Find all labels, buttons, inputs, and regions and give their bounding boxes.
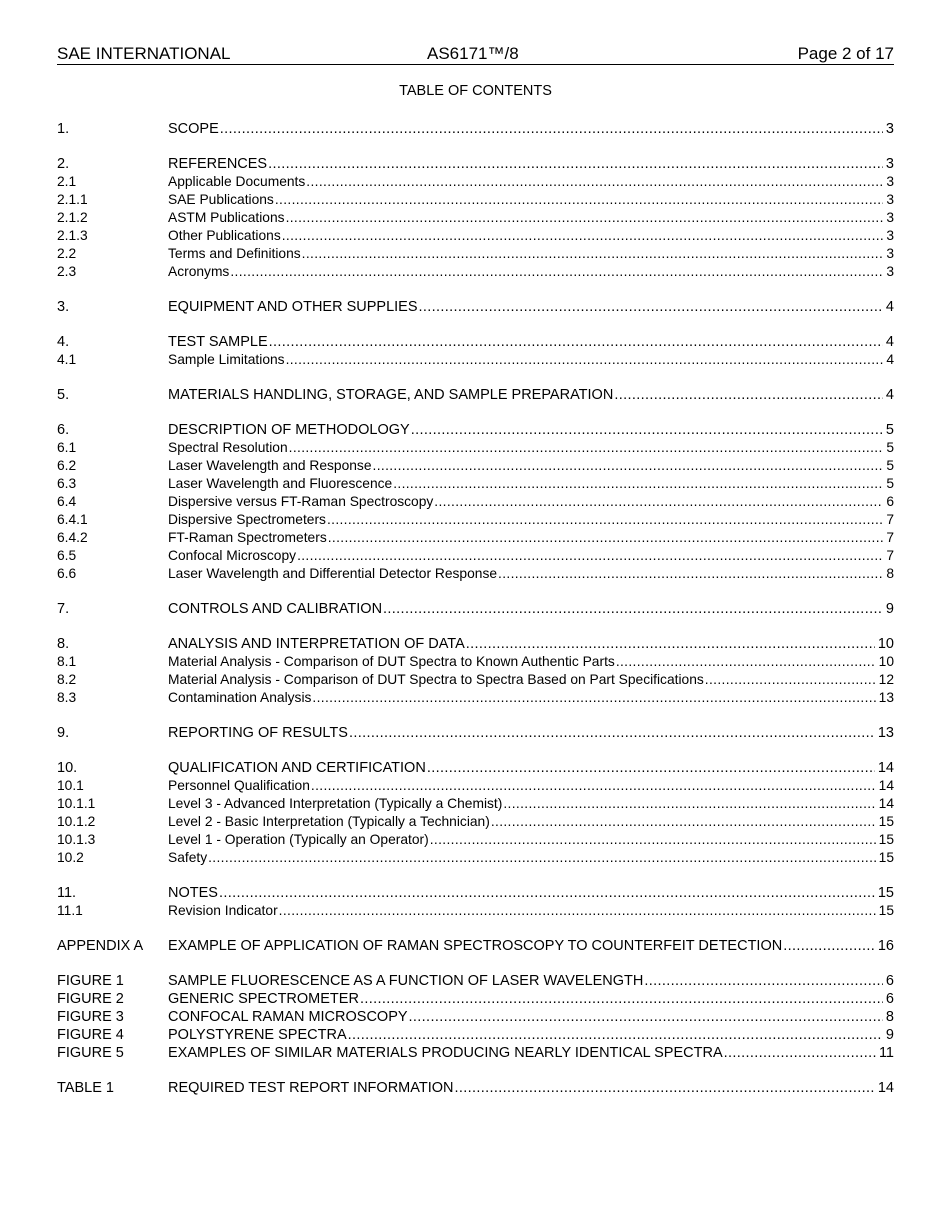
toc-entry-line (168, 475, 894, 493)
dot-leader (279, 902, 876, 920)
toc-entry-line (168, 263, 894, 281)
toc-entry[interactable] (57, 689, 894, 707)
toc-entry-title: EXAMPLES OF SIMILAR MATERIALS PRODUCING NEARLY IDENTICAL SPECTRA (168, 1045, 723, 1061)
toc-entry[interactable] (57, 227, 894, 245)
toc-entry-number: 11. (57, 885, 77, 901)
dot-leader (427, 759, 875, 777)
toc-entry[interactable] (57, 635, 894, 653)
toc-entry-number: 10.2 (57, 850, 84, 865)
dot-leader (373, 457, 884, 475)
toc-entry-line (168, 813, 894, 831)
dot-leader (644, 972, 883, 990)
toc-entry-title: Personnel Qualification (168, 778, 310, 793)
toc-entry-title: Laser Wavelength and Differential Detector Response (168, 566, 498, 581)
toc-entry[interactable] (57, 937, 894, 955)
toc-entry-line (168, 1079, 894, 1097)
toc-entry-title: CONTROLS AND CALIBRATION (168, 601, 383, 617)
dot-leader (286, 209, 884, 227)
toc-entry[interactable] (57, 529, 894, 547)
toc-entry[interactable] (57, 457, 894, 475)
toc-entry-number: 10.1.1 (57, 796, 96, 811)
toc-entry-page: 4 (885, 334, 894, 350)
toc-entry-title: Safety (168, 850, 208, 865)
toc-entry-number: 4.1 (57, 352, 77, 367)
toc-entry-line (168, 831, 894, 849)
toc-entry-line (168, 529, 894, 547)
toc-entry-page: 7 (886, 512, 894, 527)
toc-entry-number: 6.4.2 (57, 530, 88, 545)
dot-leader (328, 529, 884, 547)
toc-entry[interactable] (57, 493, 894, 511)
table-of-contents (57, 120, 894, 1097)
toc-entry-page: 4 (885, 299, 894, 315)
toc-entry[interactable] (57, 1008, 894, 1026)
dot-leader (306, 173, 883, 191)
toc-entry[interactable] (57, 475, 894, 493)
toc-entry-title: NOTES (168, 885, 218, 901)
toc-entry-number: 10. (57, 760, 78, 776)
toc-entry-page: 3 (886, 210, 894, 225)
toc-entry-line (168, 653, 894, 671)
toc-entry-number: 8.3 (57, 690, 77, 705)
toc-entry[interactable] (57, 439, 894, 457)
dot-leader (466, 635, 875, 653)
toc-entry[interactable] (57, 831, 894, 849)
toc-entry-page: 12 (878, 672, 894, 687)
toc-entry-number: FIGURE 4 (57, 1027, 124, 1043)
toc-entry-title: Level 3 - Advanced Interpretation (Typically a Chemist) (168, 796, 503, 811)
dot-leader (219, 884, 875, 902)
toc-entry-page: 10 (877, 636, 894, 652)
toc-entry-line (168, 972, 894, 990)
toc-entry-number: 7. (57, 601, 70, 617)
toc-entry-title: Material Analysis - Comparison of DUT Spectra to Known Authentic Parts (168, 654, 615, 669)
toc-entry-page: 3 (886, 246, 894, 261)
toc-entry-line (168, 635, 894, 653)
toc-entry-number: APPENDIX A (57, 938, 144, 954)
toc-entry-line (168, 120, 894, 138)
toc-entry-number: 5. (57, 387, 70, 403)
toc-entry-page: 3 (885, 156, 894, 172)
toc-entry-title: Terms and Definitions (168, 246, 301, 261)
toc-entry-page: 15 (878, 903, 894, 918)
toc-entry[interactable] (57, 263, 894, 281)
toc-entry-number: 10.1.3 (57, 832, 96, 847)
toc-entry-page: 7 (886, 548, 894, 563)
toc-entry-title: SAE Publications (168, 192, 274, 207)
toc-entry-line (168, 671, 894, 689)
toc-entry-title: ASTM Publications (168, 210, 285, 225)
toc-entry-line (168, 386, 894, 404)
toc-entry-page: 14 (878, 796, 894, 811)
toc-entry[interactable] (57, 245, 894, 263)
toc-entry-page: 9 (885, 1027, 894, 1043)
dot-leader (411, 421, 883, 439)
toc-entry-line (168, 298, 894, 316)
toc-entry[interactable] (57, 351, 894, 369)
toc-entry-number: 2.1.1 (57, 192, 88, 207)
toc-entry[interactable] (57, 421, 894, 439)
toc-entry-line (168, 457, 894, 475)
toc-entry-page: 3 (886, 192, 894, 207)
toc-entry-page: 10 (878, 654, 894, 669)
dot-leader (275, 191, 883, 209)
toc-entry-title: Other Publications (168, 228, 281, 243)
toc-entry-title: CONFOCAL RAMAN MICROSCOPY (168, 1009, 408, 1025)
toc-entry-number: 6.6 (57, 566, 77, 581)
toc-entry[interactable] (57, 120, 894, 138)
toc-entry-page: 4 (886, 352, 894, 367)
toc-entry-number: 4. (57, 334, 70, 350)
dot-leader (349, 724, 875, 742)
toc-entry[interactable] (57, 795, 894, 813)
header-page-number: Page 2 of 17 (797, 44, 894, 63)
toc-entry-line (168, 689, 894, 707)
toc-entry-line (168, 421, 894, 439)
toc-entry-line (168, 209, 894, 227)
toc-entry-title: Dispersive versus FT-Raman Spectroscopy (168, 494, 434, 509)
toc-entry[interactable] (57, 1026, 894, 1044)
toc-entry-number: 6.2 (57, 458, 77, 473)
toc-entry-page: 5 (886, 476, 894, 491)
toc-entry-page: 6 (885, 973, 894, 989)
toc-entry-number: 2.3 (57, 264, 77, 279)
toc-entry-title: Dispersive Spectrometers (168, 512, 326, 527)
dot-leader (297, 547, 883, 565)
toc-entry-page: 4 (885, 387, 894, 403)
toc-entry-number: 1. (57, 121, 70, 137)
dot-leader (208, 849, 876, 867)
toc-entry-title: Applicable Documents (168, 174, 306, 189)
dot-leader (498, 565, 883, 583)
toc-entry-title: Revision Indicator (168, 903, 278, 918)
header-document-id: AS6171™/8 (427, 44, 519, 63)
toc-entry-title: DESCRIPTION OF METHODOLOGY (168, 422, 410, 438)
toc-entry[interactable] (57, 191, 894, 209)
toc-entry-page: 8 (886, 566, 894, 581)
toc-entry-number: 6.4.1 (57, 512, 88, 527)
toc-entry-line (168, 902, 894, 920)
toc-entry-page: 11 (878, 1045, 894, 1061)
toc-entry-number: 2.2 (57, 246, 77, 261)
toc-entry[interactable] (57, 759, 894, 777)
toc-entry[interactable] (57, 1079, 894, 1097)
toc-entry-title: GENERIC SPECTROMETER (168, 991, 359, 1007)
dot-leader (302, 245, 884, 263)
toc-entry-title: Laser Wavelength and Response (168, 458, 372, 473)
toc-entry-line (168, 191, 894, 209)
toc-entry-page: 5 (885, 422, 894, 438)
dot-leader (286, 351, 884, 369)
toc-entry[interactable] (57, 653, 894, 671)
toc-entry-page: 16 (877, 938, 894, 954)
toc-entry-number: TABLE 1 (57, 1080, 114, 1096)
toc-entry-page: 7 (886, 530, 894, 545)
toc-entry-page: 8 (885, 1009, 894, 1025)
toc-entry-title: Contamination Analysis (168, 690, 312, 705)
toc-entry[interactable] (57, 724, 894, 742)
toc-entry[interactable] (57, 1044, 894, 1062)
toc-entry-page: 15 (878, 832, 894, 847)
toc-entry[interactable] (57, 386, 894, 404)
dot-leader (312, 689, 875, 707)
header-organization: SAE INTERNATIONAL (57, 44, 231, 63)
toc-entry-page: 6 (885, 991, 894, 1007)
toc-entry-title: FT-Raman Spectrometers (168, 530, 327, 545)
toc-entry-title: REFERENCES (168, 156, 268, 172)
toc-entry-number: 11.1 (57, 903, 83, 918)
toc-entry-page: 14 (878, 778, 894, 793)
toc-entry-line (168, 439, 894, 457)
dot-leader (454, 1079, 874, 1097)
toc-entry-line (168, 795, 894, 813)
toc-entry-line (168, 777, 894, 795)
dot-leader (724, 1044, 876, 1062)
toc-entry[interactable] (57, 990, 894, 1008)
dot-leader (383, 600, 883, 618)
dot-leader (503, 795, 875, 813)
dot-leader (282, 227, 884, 245)
dot-leader (348, 1026, 883, 1044)
toc-entry-line (168, 937, 894, 955)
toc-entry-title: EXAMPLE OF APPLICATION OF RAMAN SPECTROSCOPY TO COUNTERFEIT DETECTION (168, 938, 783, 954)
toc-entry[interactable] (57, 813, 894, 831)
dot-leader (230, 263, 883, 281)
toc-entry-line (168, 245, 894, 263)
dot-leader (616, 653, 876, 671)
toc-entry-page: 5 (886, 458, 894, 473)
toc-entry-number: 3. (57, 299, 70, 315)
toc-entry-number: 9. (57, 725, 70, 741)
dot-leader (419, 298, 883, 316)
toc-entry-line (168, 351, 894, 369)
toc-entry-number: FIGURE 1 (57, 973, 124, 989)
toc-entry-number: 6.4 (57, 494, 77, 509)
dot-leader (220, 120, 883, 138)
toc-entry-title: REQUIRED TEST REPORT INFORMATION (168, 1080, 454, 1096)
toc-entry[interactable] (57, 333, 894, 351)
toc-entry-line (168, 547, 894, 565)
dot-leader (289, 439, 884, 457)
toc-entry-title: POLYSTYRENE SPECTRA (168, 1027, 347, 1043)
dot-leader (327, 511, 883, 529)
toc-entry[interactable] (57, 902, 894, 920)
toc-entry[interactable] (57, 298, 894, 316)
toc-entry-number: 2.1.3 (57, 228, 88, 243)
toc-entry-line (168, 849, 894, 867)
toc-entry-page: 13 (877, 725, 894, 741)
toc-entry-number: 10.1 (57, 778, 84, 793)
toc-entry-line (168, 511, 894, 529)
toc-entry-line (168, 333, 894, 351)
toc-entry-page: 15 (878, 814, 894, 829)
toc-entry-page: 3 (886, 264, 894, 279)
dot-leader (360, 990, 883, 1008)
toc-entry-title: Confocal Microscopy (168, 548, 297, 563)
toc-entry[interactable] (57, 547, 894, 565)
toc-entry-title: Level 1 - Operation (Typically an Operator) (168, 832, 429, 847)
toc-entry-number: 10.1.2 (57, 814, 96, 829)
toc-entry-title: Sample Limitations (168, 352, 285, 367)
toc-entry-line (168, 493, 894, 511)
toc-entry-page: 14 (877, 760, 894, 776)
toc-entry-title: QUALIFICATION AND CERTIFICATION (168, 760, 426, 776)
toc-entry[interactable] (57, 849, 894, 867)
toc-entry-number: 8.2 (57, 672, 77, 687)
toc-entry-page: 5 (886, 440, 894, 455)
toc-entry[interactable] (57, 671, 894, 689)
toc-entry-line (168, 227, 894, 245)
toc-entry-number: FIGURE 5 (57, 1045, 124, 1061)
toc-entry[interactable] (57, 209, 894, 227)
toc-entry-title: MATERIALS HANDLING, STORAGE, AND SAMPLE PREPARATION (168, 387, 614, 403)
toc-title: TABLE OF CONTENTS (399, 83, 552, 99)
toc-entry-title: SAMPLE FLUORESCENCE AS A FUNCTION OF LASER WAVELENGTH (168, 973, 644, 989)
toc-entry-line (168, 759, 894, 777)
dot-leader (434, 493, 883, 511)
toc-entry-line (168, 724, 894, 742)
toc-entry[interactable] (57, 884, 894, 902)
toc-entry-number: 2.1 (57, 174, 77, 189)
toc-entry[interactable] (57, 600, 894, 618)
toc-entry-line (168, 173, 894, 191)
toc-entry-title: Spectral Resolution (168, 440, 288, 455)
toc-entry-title: REPORTING OF RESULTS (168, 725, 348, 741)
toc-entry[interactable] (57, 511, 894, 529)
toc-entry-page: 9 (885, 601, 894, 617)
toc-entry-title: Acronyms (168, 264, 230, 279)
toc-entry-title: Level 2 - Basic Interpretation (Typically a Technician) (168, 814, 490, 829)
toc-entry-line (168, 990, 894, 1008)
dot-leader (269, 333, 883, 351)
toc-entry[interactable] (57, 972, 894, 990)
toc-entry[interactable] (57, 777, 894, 795)
dot-leader (409, 1008, 883, 1026)
toc-entry-page: 6 (886, 494, 894, 509)
toc-entry-title: EQUIPMENT AND OTHER SUPPLIES (168, 299, 418, 315)
toc-entry-title: Material Analysis - Comparison of DUT Spectra to Spectra Based on Part Specifications (168, 672, 704, 687)
toc-entry-page: 3 (886, 228, 894, 243)
toc-entry-title: Laser Wavelength and Fluorescence (168, 476, 393, 491)
dot-leader (705, 671, 876, 689)
toc-entry-number: 6.3 (57, 476, 77, 491)
toc-entry-number: 2.1.2 (57, 210, 88, 225)
dot-leader (393, 475, 883, 493)
toc-entry-line (168, 1026, 894, 1044)
toc-entry-page: 14 (877, 1080, 894, 1096)
toc-entry[interactable] (57, 173, 894, 191)
toc-entry-number: 8. (57, 636, 70, 652)
toc-entry-number: 6. (57, 422, 70, 438)
toc-entry-number: FIGURE 3 (57, 1009, 124, 1025)
toc-entry-number: 6.1 (57, 440, 77, 455)
toc-entry-line (168, 565, 894, 583)
toc-entry-title: ANALYSIS AND INTERPRETATION OF DATA (168, 636, 465, 652)
toc-entry-page: 3 (885, 121, 894, 137)
toc-entry-page: 3 (886, 174, 894, 189)
toc-entry-title: TEST SAMPLE (168, 334, 268, 350)
toc-entry-title: SCOPE (168, 121, 219, 137)
toc-entry-line (168, 1008, 894, 1026)
toc-entry-line (168, 600, 894, 618)
dot-leader (430, 831, 876, 849)
dot-leader (614, 386, 883, 404)
toc-entry-page: 15 (877, 885, 894, 901)
toc-entry-number: 2. (57, 156, 70, 172)
toc-entry-number: FIGURE 2 (57, 991, 124, 1007)
dot-leader (311, 777, 876, 795)
toc-entry-page: 13 (878, 690, 894, 705)
toc-entry-number: 8.1 (57, 654, 77, 669)
dot-leader (268, 155, 883, 173)
toc-entry[interactable] (57, 155, 894, 173)
toc-entry-number: 6.5 (57, 548, 77, 563)
toc-entry-page: 15 (878, 850, 894, 865)
toc-entry-line (168, 884, 894, 902)
toc-entry-line (168, 155, 894, 173)
toc-entry[interactable] (57, 565, 894, 583)
dot-leader (491, 813, 876, 831)
dot-leader (783, 937, 875, 955)
page-header (57, 44, 894, 65)
toc-entry-line (168, 1044, 894, 1062)
